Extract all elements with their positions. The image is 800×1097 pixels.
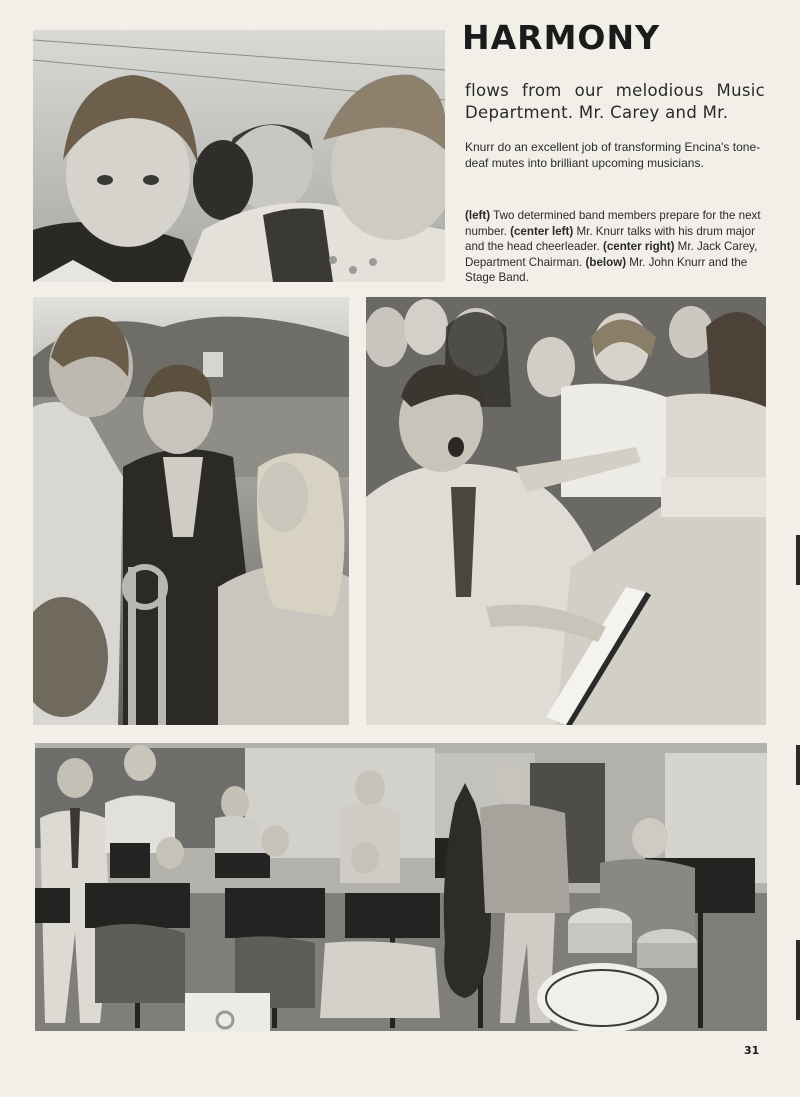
photo-band-members-image	[33, 30, 445, 282]
edge-mark	[796, 535, 800, 585]
caption-below-label: (below)	[585, 255, 627, 269]
caption-center-right-text: Mr. Jack Carey, Department Chairman.	[465, 240, 758, 269]
photo-piano	[366, 297, 766, 725]
caption-below-text: Mr. John Knurr and the Stage Band.	[465, 255, 748, 284]
photo-stage-band-image	[35, 743, 767, 1031]
body-paragraph: Knurr do an excellent job of transforming Encina's tone-deaf mutes into brilliant upcoming musicians.	[465, 140, 761, 170]
photo-captions	[465, 208, 765, 286]
page-title: HARMONY	[462, 18, 660, 57]
edge-mark	[796, 940, 800, 1020]
photo-band-members	[33, 30, 445, 282]
caption-left-label: (left)	[465, 209, 491, 222]
page-number: 31	[744, 1044, 760, 1057]
caption-center-left-label: (center left)	[510, 224, 574, 238]
caption-center-left-text: Mr. Knurr talks with his drum major and the head cheerleader.	[465, 224, 755, 253]
lead-paragraph: flows from our melodious Music Department. Mr. Carey and Mr.	[465, 81, 765, 122]
photo-drum-major	[33, 297, 349, 725]
photo-stage-band	[35, 743, 767, 1031]
caption-center-right-label: (center right)	[602, 240, 675, 253]
photo-piano-image	[366, 297, 766, 725]
photo-drum-major-image	[33, 297, 349, 725]
edge-mark	[796, 745, 800, 785]
caption-left-text: Two determined band members prepare for the next number.	[465, 209, 761, 238]
